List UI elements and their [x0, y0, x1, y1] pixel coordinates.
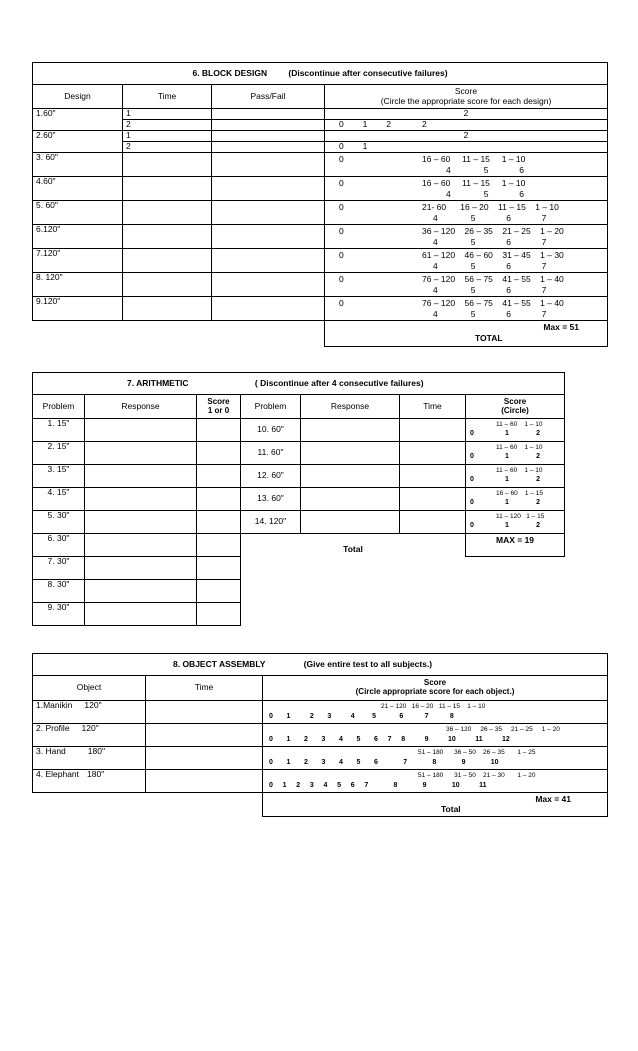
header-score-label: Score	[454, 86, 478, 97]
oa-time-4[interactable]	[146, 770, 263, 793]
arith-score-10-points: 0 1 2	[470, 430, 541, 437]
design-9-passfail[interactable]	[212, 297, 325, 321]
arith-score-13-points: 0 1 2	[470, 499, 541, 506]
design-1-score-2[interactable]: 0 1 2 2	[325, 120, 608, 131]
oa-score-3-ranges: 51 – 180 36 – 50 26 – 35 1 – 25	[418, 749, 536, 756]
design-7-label: 7.120"	[33, 249, 123, 273]
arith-problem-9: 9. 30"	[33, 603, 85, 626]
arith-response-3[interactable]	[85, 465, 197, 488]
design-1-score-2-values: 0 1 2	[339, 119, 391, 130]
oa-total: Total	[441, 804, 461, 814]
oa-score-2[interactable]	[263, 724, 608, 747]
design-3-passfail[interactable]	[212, 153, 325, 177]
arith-header-score-range: 1 or 0	[207, 405, 230, 415]
block-design-total: TOTAL	[475, 333, 503, 343]
block-design-total-cell[interactable]	[325, 321, 608, 347]
oa-object-3-secs: 180"	[87, 746, 105, 756]
design-8-zero: 0	[339, 274, 344, 284]
design-3-ranges: 16 – 60 11 – 15 1 – 10	[422, 154, 526, 164]
design-5-points: 4 5 6 7	[433, 213, 547, 223]
design-4-time[interactable]	[123, 177, 212, 201]
object-assembly-title: 8. OBJECT ASSEMBLY	[173, 658, 266, 669]
design-9-zero: 0	[339, 298, 344, 308]
arith-header-score	[197, 395, 241, 419]
design-4-label: 4.60"	[33, 177, 123, 201]
arith-header-score-circle	[466, 395, 565, 419]
arith-score-2[interactable]	[197, 442, 241, 465]
arith-problem-3: 3. 15"	[33, 465, 85, 488]
arith-max: MAX = 19	[466, 534, 565, 557]
arith-problem-5: 5. 30"	[33, 511, 85, 534]
design-4-passfail[interactable]	[212, 177, 325, 201]
arith-blank-7	[241, 557, 565, 580]
design-5-label: 5. 60"	[33, 201, 123, 225]
oa-object-1-secs: 120"	[84, 700, 102, 710]
design-4-score[interactable]	[325, 177, 608, 201]
arith-header-circle: (Circle)	[501, 405, 529, 415]
oa-time-1[interactable]	[146, 701, 263, 724]
oa-object-4	[33, 770, 146, 793]
oa-score-1-points: 0 1 2 3 4 5 6 7 8	[269, 713, 454, 720]
design-6-passfail[interactable]	[212, 225, 325, 249]
design-1-passfail-2[interactable]	[212, 120, 325, 131]
design-6-score[interactable]	[325, 225, 608, 249]
oa-score-2-ranges: 36 – 120 26 – 35 21 – 25 1 – 20	[446, 726, 560, 733]
design-3-label: 3. 60"	[33, 153, 123, 177]
arithmetic-title-cell	[33, 373, 565, 395]
oa-header-score-note: (Circle appropriate score for each object.)	[355, 687, 515, 696]
design-5-zero: 0	[339, 202, 344, 212]
design-8-score[interactable]	[325, 273, 608, 297]
arith-response-2[interactable]	[85, 442, 197, 465]
arith-header-response-2: Response	[301, 395, 400, 419]
design-1-passfail-1[interactable]	[212, 109, 325, 120]
arith-score-14-points: 0 1 2	[470, 522, 541, 529]
header-time: Time	[123, 85, 212, 109]
design-2-trial-1: 1	[123, 131, 212, 142]
arith-score-14-ranges: 11 – 120 1 – 15	[496, 513, 545, 520]
design-6-label: 6.120"	[33, 225, 123, 249]
arith-response-11[interactable]	[301, 442, 400, 465]
design-5-time[interactable]	[123, 201, 212, 225]
design-5-passfail[interactable]	[212, 201, 325, 225]
design-9-ranges: 76 – 120 56 – 75 41 – 55 1 – 40	[422, 298, 564, 308]
arith-score-11-ranges: 11 – 60 1 – 10	[496, 444, 543, 451]
design-3-time[interactable]	[123, 153, 212, 177]
header-design: Design	[33, 85, 123, 109]
oa-total-cell[interactable]	[263, 793, 608, 817]
arith-score-8[interactable]	[197, 580, 241, 603]
design-2-label: 2.60"	[33, 131, 123, 153]
arith-problem-1: 1. 15"	[33, 419, 85, 442]
arith-score-7[interactable]	[197, 557, 241, 580]
oa-spacer	[33, 793, 263, 817]
oa-object-2-secs: 120"	[81, 723, 99, 733]
oa-header-time: Time	[146, 676, 263, 701]
arith-problem-8: 8. 30"	[33, 580, 85, 603]
arith-response-1[interactable]	[85, 419, 197, 442]
arith-score-12-ranges: 11 – 60 1 – 10	[496, 467, 543, 474]
arith-score-4[interactable]	[197, 488, 241, 511]
oa-object-3-name: 3. Hand	[36, 746, 66, 756]
design-4-points: 4 5 6	[446, 189, 524, 199]
design-7-passfail[interactable]	[212, 249, 325, 273]
design-2-trial-2: 2	[123, 142, 212, 153]
header-pass-fail: Pass/Fail	[212, 85, 325, 109]
arith-blank-8	[241, 580, 565, 603]
arith-score-11-points: 0 1 2	[470, 453, 541, 460]
arith-response-5[interactable]	[85, 511, 197, 534]
block-design-subtitle: (Discontinue after consecutive failures)	[288, 67, 448, 78]
arith-score-1[interactable]	[197, 419, 241, 442]
arith-problem-10: 10. 60"	[241, 419, 301, 442]
object-assembly-subtitle: (Give entire test to all subjects.)	[303, 658, 433, 669]
arith-problem-4: 4. 15"	[33, 488, 85, 511]
design-6-zero: 0	[339, 226, 344, 236]
arith-time-14[interactable]	[400, 511, 466, 534]
design-4-zero: 0	[339, 178, 344, 188]
design-1-trial-2: 2	[123, 120, 212, 131]
design-3-points: 4 5 6	[446, 165, 524, 175]
design-1-label: 1.60"	[33, 109, 123, 131]
oa-object-2-name: 2. Profile	[36, 723, 70, 733]
oa-score-3[interactable]	[263, 747, 608, 770]
design-2-score-2[interactable]: 0 1	[325, 142, 608, 153]
arith-response-7[interactable]	[85, 557, 197, 580]
arith-problem-14: 14. 120"	[241, 511, 301, 534]
arithmetic-subtitle: ( Discontinue after 4 consecutive failures)	[254, 377, 424, 388]
oa-max: Max = 41	[535, 794, 572, 804]
arithmetic-title: 7. ARITHMETIC	[127, 377, 189, 388]
arith-response-13[interactable]	[301, 488, 400, 511]
oa-score-3-points: 0 1 2 3 4 5 6 7 8 9 10	[269, 759, 499, 766]
oa-object-1-name: 1.Manikin	[36, 700, 73, 710]
oa-object-2	[33, 724, 146, 747]
design-2-passfail-1[interactable]	[212, 131, 325, 142]
arith-score-9[interactable]	[197, 603, 241, 626]
oa-time-3[interactable]	[146, 747, 263, 770]
design-7-score[interactable]	[325, 249, 608, 273]
arith-header-time: Time	[400, 395, 466, 419]
arith-score-12[interactable]	[466, 465, 565, 488]
arith-time-12[interactable]	[400, 465, 466, 488]
design-6-points: 4 5 6 7	[433, 237, 547, 247]
oa-object-3	[33, 747, 146, 770]
oa-object-1	[33, 701, 146, 724]
oa-score-1-ranges: 21 – 120 16 – 20 11 – 15 1 – 10	[381, 703, 486, 710]
arith-score-11[interactable]	[466, 442, 565, 465]
arith-time-11[interactable]	[400, 442, 466, 465]
arith-header-problem-2: Problem	[241, 395, 301, 419]
block-design-max: Max = 51	[543, 322, 580, 332]
design-8-time[interactable]	[123, 273, 212, 297]
arith-response-4[interactable]	[85, 488, 197, 511]
header-score	[325, 85, 608, 109]
arith-score-6[interactable]	[197, 534, 241, 557]
arith-problem-11: 11. 60"	[241, 442, 301, 465]
design-7-ranges: 61 – 120 46 – 60 31 – 45 1 – 30	[422, 250, 564, 260]
object-assembly-table	[32, 653, 608, 817]
arith-time-10[interactable]	[400, 419, 466, 442]
header-score-note: (Circle the appropriate score for each design)	[380, 95, 552, 106]
block-design-title-cell	[33, 63, 608, 85]
design-4-ranges: 16 – 60 11 – 15 1 – 10	[422, 178, 526, 188]
arith-problem-2: 2. 15"	[33, 442, 85, 465]
block-design-spacer	[33, 321, 325, 347]
design-1-score-1[interactable]: 2	[325, 109, 608, 120]
oa-header-score-label: Score	[423, 678, 447, 688]
oa-score-4-points: 0 1 2 3 4 5 6 7 8 9 10 11	[269, 782, 487, 789]
arith-header-response: Response	[85, 395, 197, 419]
arith-score-5[interactable]	[197, 511, 241, 534]
design-3-score[interactable]	[325, 153, 608, 177]
arith-response-10[interactable]	[301, 419, 400, 442]
oa-header-object: Object	[33, 676, 146, 701]
arith-response-12[interactable]	[301, 465, 400, 488]
arith-time-13[interactable]	[400, 488, 466, 511]
arith-score-10-ranges: 11 – 60 1 – 10	[496, 421, 543, 428]
design-5-score[interactable]	[325, 201, 608, 225]
design-7-time[interactable]	[123, 249, 212, 273]
oa-score-4-ranges: 51 – 180 31 – 50 21 – 30 1 – 20	[418, 772, 536, 779]
arith-response-6[interactable]	[85, 534, 197, 557]
design-7-points: 4 5 6 7	[433, 261, 547, 271]
design-1-trial-1: 1	[123, 109, 212, 120]
oa-time-2[interactable]	[146, 724, 263, 747]
arith-problem-13: 13. 60"	[241, 488, 301, 511]
design-8-ranges: 76 – 120 56 – 75 41 – 55 1 – 40	[422, 274, 564, 284]
object-assembly-title-cell	[33, 654, 608, 676]
arith-score-10[interactable]	[466, 419, 565, 442]
arith-header-problem: Problem	[33, 395, 85, 419]
arith-blank-9	[241, 603, 565, 626]
arith-response-9[interactable]	[85, 603, 197, 626]
oa-score-1[interactable]	[263, 701, 608, 724]
arith-problem-6: 6. 30"	[33, 534, 85, 557]
oa-object-4-name: 4. Elephant	[36, 769, 80, 779]
oa-header-score	[263, 676, 608, 701]
arith-score-13-ranges: 16 – 60 1 – 15	[496, 490, 543, 497]
design-9-label: 9.120"	[33, 297, 123, 321]
design-8-passfail[interactable]	[212, 273, 325, 297]
design-6-time[interactable]	[123, 225, 212, 249]
oa-score-2-points: 0 1 2 3 4 5 6 7 8 9 10 11 12	[269, 736, 510, 743]
arith-response-8[interactable]	[85, 580, 197, 603]
arith-score-14[interactable]	[466, 511, 565, 534]
oa-score-4[interactable]	[263, 770, 608, 793]
oa-object-4-secs: 180"	[87, 769, 105, 779]
design-7-zero: 0	[339, 250, 344, 260]
arith-total: Total	[241, 534, 466, 557]
design-9-time[interactable]	[123, 297, 212, 321]
arithmetic-table	[32, 372, 565, 626]
design-2-score-1[interactable]: 2	[325, 131, 608, 142]
design-2-passfail-2[interactable]	[212, 142, 325, 153]
arith-header-score-label: Score	[207, 396, 230, 406]
design-3-zero: 0	[339, 154, 344, 164]
arith-score-13[interactable]	[466, 488, 565, 511]
arith-header-score-2: Score	[503, 396, 527, 406]
design-8-label: 8. 120"	[33, 273, 123, 297]
design-6-ranges: 36 – 120 26 – 35 21 – 25 1 – 20	[422, 226, 564, 236]
arith-score-12-points: 0 1 2	[470, 476, 541, 483]
arith-response-14[interactable]	[301, 511, 400, 534]
design-5-ranges: 21- 60 16 – 20 11 – 15 1 – 10	[422, 202, 559, 212]
design-9-points: 4 5 6 7	[433, 309, 547, 319]
arith-problem-7: 7. 30"	[33, 557, 85, 580]
block-design-title: 6. BLOCK DESIGN	[192, 67, 268, 78]
design-9-score[interactable]	[325, 297, 608, 321]
block-design-table	[32, 62, 608, 347]
arith-score-3[interactable]	[197, 465, 241, 488]
arith-problem-12: 12. 60"	[241, 465, 301, 488]
design-8-points: 4 5 6 7	[433, 285, 547, 295]
